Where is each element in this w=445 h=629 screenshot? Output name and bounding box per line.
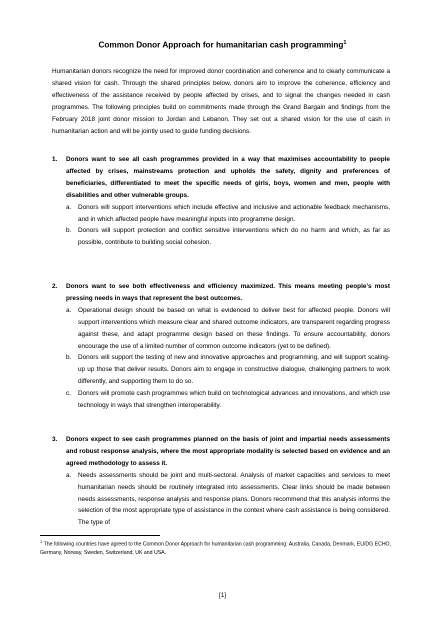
sub-point bbox=[66, 225, 390, 249]
principle-heading: Donors want to see both effectiveness and efficiency maximized. This means meeting people’s most pressing needs in ways that represent the best outcomes. bbox=[66, 283, 390, 302]
title-text: Common Donor Approach for humanitarian cash programming bbox=[98, 40, 344, 50]
sub-point-marker: a. bbox=[66, 306, 72, 314]
sub-point bbox=[66, 388, 390, 412]
sub-point-marker: b. bbox=[66, 227, 72, 235]
page-number: [1] bbox=[218, 592, 227, 599]
principle-2 bbox=[52, 281, 390, 412]
principle-1 bbox=[52, 154, 390, 249]
sub-point-text: Needs assessments should be joint and multi-sectoral. Analysis of market capacities and services to meet humanitarian needs should be routinely integrated into assessments. Clear links should be made between needs assessments, response analysis and response plans. Donors recommend that this analysis informs the selection of the most appropriate type of assistance in the context where cash assistance is being considered. The type of bbox=[78, 471, 390, 527]
principle-heading: Donors want to see all cash programmes provided in a way that maximises accountability to people affected by crises, mainstreams protection and upholds the safety, dignity and preferences of beneficiaries, differentiated to meet the specific needs of girls, boys, women and men, people with disabilities and other vulnerable groups. bbox=[66, 156, 390, 199]
sub-point-marker: c. bbox=[66, 390, 71, 398]
footnote-mark: 1 bbox=[40, 539, 43, 544]
principle-3 bbox=[52, 434, 390, 529]
sub-point bbox=[66, 202, 390, 226]
sub-point-list bbox=[52, 305, 390, 412]
principle-number: 2. bbox=[52, 283, 58, 290]
sub-point bbox=[66, 352, 390, 388]
sub-point-text: Donors will support protection and conflict sensitive interventions which do no harm and which, as far as possible, contribute to building social cohesion. bbox=[78, 227, 390, 247]
footnote-divider bbox=[40, 535, 160, 536]
intro-paragraph: Humanitarian donors recognize the need for improved donor coordination and coherence and to clearly communicate a shared vision for cash. Through the shared principles below, donors aim to improve the coherence, efficiency and effectiveness of the assistance received by people affected by crises, and to signal the changes needed in cash programmes. The following principles build on commitments made through the Grand Bargain and findings from the February 2018 joint donor mission to Jordan and Lebanon. They set out a shared vision for the use of cash in humanitarian action and will be jointly used to guide funding decisions. bbox=[52, 68, 390, 135]
title-footnote-mark: 1 bbox=[343, 40, 347, 46]
sub-point bbox=[66, 470, 390, 530]
principle-number: 3. bbox=[52, 436, 58, 443]
sub-point-list bbox=[52, 202, 390, 250]
sub-point-text: Operational design should be based on what is evidenced to deliver best for affected people. Donors will support interventions which measure clear and shared outcome indicators, are transparent regarding progress against these, and adapt programme design based on these findings. To ensure accountability, donors encourage the use of a limited number of common outcome indicators (yet to be defined). bbox=[78, 306, 390, 350]
sub-point-text: Donors will promote cash programmes which build on technological advances and innovations, and which use technology in ways that strengthen interoperability. bbox=[78, 390, 390, 410]
footnote-text: The following countries have agreed to the Common Donor Approach for humanitarian cash programming: Australia, Canada, Denmark, EU/DG ECHO, Germany, Norway, Sweden, Switzerland, UK and USA. bbox=[40, 541, 392, 557]
sub-point-marker: a. bbox=[66, 471, 72, 479]
sub-point-text: Donors will support interventions which include effective and inclusive and actionable feedback mechanisms, and in which affected people have meaningful inputs into programme design. bbox=[78, 203, 390, 223]
sub-point bbox=[66, 305, 390, 353]
sub-point-marker: b. bbox=[66, 354, 72, 362]
sub-point-list bbox=[52, 470, 390, 530]
sub-point-text: Donors will support the testing of new and innovative approaches and programming, and will support scaling-up up those that deliver results. Donors aim to engage in constructive dialogue, challenging partners to work differently, and supporting them to do so. bbox=[78, 354, 390, 386]
principle-number: 1. bbox=[52, 156, 58, 163]
document-title bbox=[40, 38, 405, 51]
principle-heading: Donors expect to see cash programmes planned on the basis of joint and impartial needs assessments and robust response analysis, where the most appropriate modality is selected based on evidence and an agreed methodology to assess it. bbox=[66, 436, 390, 467]
footnote bbox=[40, 538, 405, 558]
sub-point-marker: a. bbox=[66, 203, 72, 211]
